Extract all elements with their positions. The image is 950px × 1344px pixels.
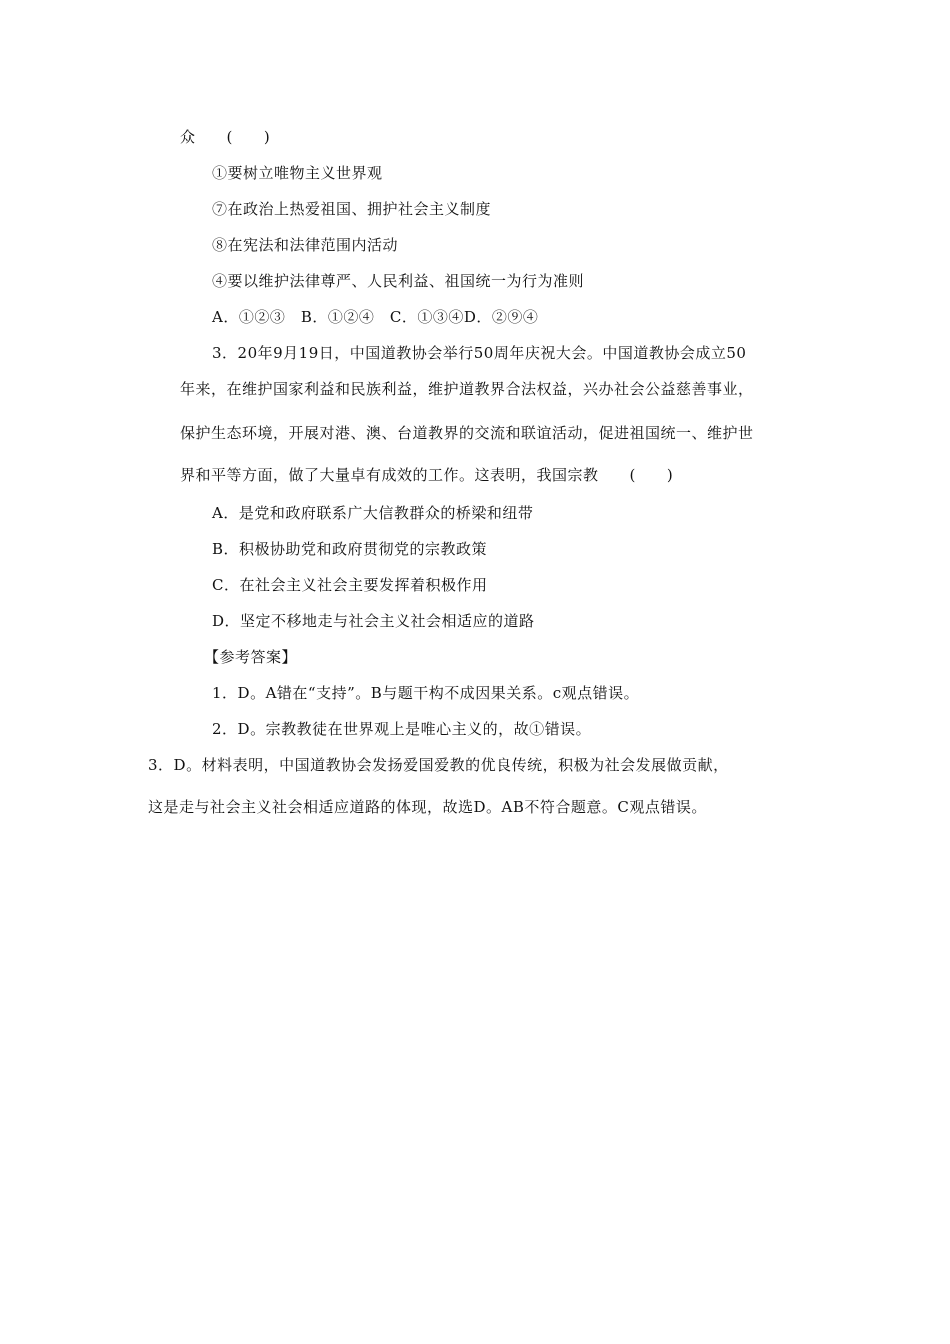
question-3-line-2: 年来，在维护国家利益和民族利益，维护道教界合法权益，兴办社会公益慈善事业， bbox=[180, 380, 754, 398]
answer-heading: 【参考答案】 bbox=[204, 648, 298, 666]
option-d: D．坚定不移地走与社会主义社会相适应的道路 bbox=[212, 612, 535, 630]
answer-1: 1．D。A错在“支持”。B与题干构不成因果关系。c观点错误。 bbox=[212, 684, 640, 702]
question-3-line-1: 3．20年9月19日，中国道教协会举行50周年庆祝大会。中国道教协会成立50 bbox=[212, 344, 747, 362]
option-b: B．积极协助党和政府贯彻党的宗教政策 bbox=[212, 540, 488, 558]
statement-2: ⑦在政治上热爱祖国、拥护社会主义制度 bbox=[212, 200, 492, 218]
statement-4: ④要以维护法律尊严、人民利益、祖国统一为行为准则 bbox=[212, 272, 585, 290]
option-a: A．是党和政府联系广大信教群众的桥梁和纽带 bbox=[212, 504, 534, 522]
statement-1: ①要树立唯物主义世界观 bbox=[212, 164, 383, 182]
option-c: C．在社会主义社会主要发挥着积极作用 bbox=[212, 576, 488, 594]
statement-3: ⑧在宪法和法律范围内活动 bbox=[212, 236, 399, 254]
answer-3-line-2: 这是走与社会主义社会相适应道路的体现，故选D。AB不符合题意。C观点错误。 bbox=[148, 798, 707, 816]
answer-3-line-1: 3．D。材料表明，中国道教协会发扬爱国爱教的优良传统，积极为社会发展做贡献， bbox=[148, 756, 729, 774]
question-2-options: A．①②③ B．①②④ C．①③④D．②⑨④ bbox=[212, 308, 539, 326]
question-stem-continuation: 众 ( ) bbox=[180, 128, 271, 146]
question-3-line-3: 保护生态环境，开展对港、澳、台道教界的交流和联谊活动，促进祖国统一、维护世 bbox=[180, 424, 754, 442]
question-3-line-4: 界和平等方面，做了大量卓有成效的工作。这表明，我国宗教 ( ) bbox=[180, 466, 674, 484]
answer-2: 2．D。宗教教徒在世界观上是唯心主义的，故①错误。 bbox=[212, 720, 592, 738]
